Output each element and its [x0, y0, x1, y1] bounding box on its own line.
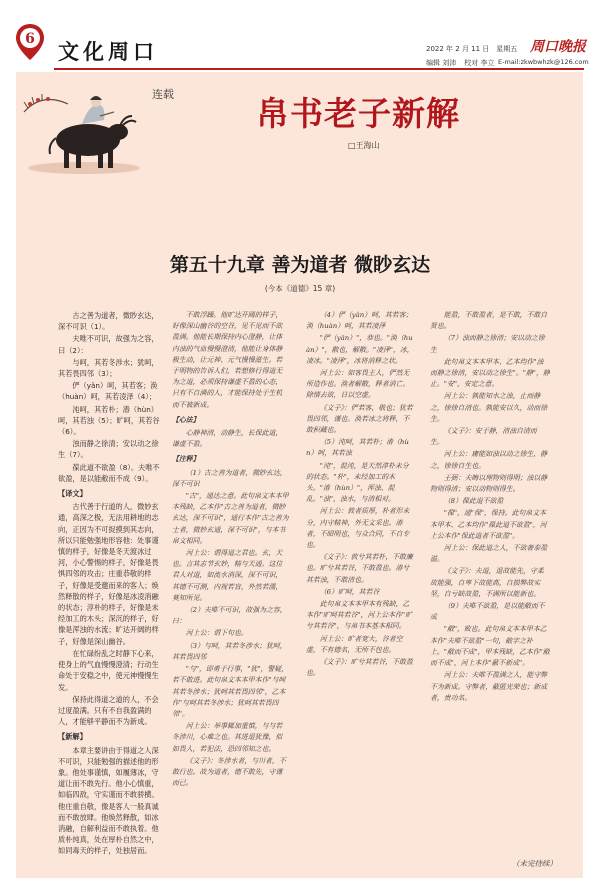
paragraph: 河上公：谓下句也。 — [185, 629, 248, 638]
paragraph: "敝"，败也。此句帛文本本甲本乙本作"夫唯不欲盈"一句，敝字之补上。"敝而不成"，甲本残缺，乙本作"敝而不成"，河上本作"蔽不新成"。 — [430, 625, 550, 668]
paragraph: 《文子》：旷兮其若谷，不敢盈也。 — [306, 658, 413, 678]
issue-date: 2022 年 2 月 11 日 星期五 — [426, 45, 518, 53]
paragraph: 葆此道不欲盈（8）。夫唯不欲盈，是以能敝而不成（9）。 — [58, 462, 160, 483]
page-number: 6 — [25, 31, 35, 47]
section-heading: 【译文】 — [58, 489, 87, 499]
chapter-title: 第五十九章 善为道者 微眇玄达 — [169, 254, 431, 276]
paragraph: （9）夫唯不欲盈，是以能敝而不成 — [430, 602, 545, 622]
paragraph: 河上公：谓得道之君也。玄，天也。言其志节玄妙，精与天通。这位君人对道，如流水消深，深不可识，其德不可测，内视若盲，外然若濡，莫知所见。 — [172, 549, 283, 602]
paragraph: 与呵，其若冬涉水；犹呵，其若畏四邻（3）； — [58, 357, 159, 379]
feature-title: 帛书老子新解 — [256, 94, 460, 133]
proofreader-credit: 校对 李立 — [464, 59, 495, 67]
editor-credit: 编辑 刘沛 — [426, 59, 457, 67]
paragraph: 古之善为道者，微眇玄达，深不可识（1）。 — [58, 311, 159, 332]
paragraph: "俨（yǎn）"，恭也。"涣（huàn）"，散也，解散。"凌泽"，冰，凌冰。"凌泽"，冰将消释之状。 — [306, 334, 414, 365]
paragraph: 河上公：孰能知水之浊，止而静之，徐徐自清也。孰能安以久，动而徐生。 — [430, 392, 548, 423]
to-be-continued: （未完待续） — [512, 859, 557, 868]
text-column-4 — [430, 310, 550, 870]
contact-email: E-mail:zkwbwhzk@126.com — [498, 58, 589, 66]
column-tag: 连载 — [152, 88, 174, 101]
paragraph: 《文子》：夫道，退故能先，守柔故能强，自卑下故能高，自损弊故实坚，自亏缺故盈，不满所以能新也。 — [430, 567, 544, 598]
text-column-2 — [172, 310, 289, 870]
paragraph: （3）与呵，其若冬涉水；犹呵，其若畏四邻 — [172, 641, 287, 661]
paragraph: 沌呵，其若朴；湷（hùn）呵，其若浊（5）；旷呵，其若谷（6）。 — [58, 404, 160, 437]
page-number-badge — [14, 22, 46, 62]
paragraph: （4）俨（yǎn）呵，其若客；涣（huàn）呵，其若凌泽 — [306, 311, 413, 331]
section-heading: 【心法】 — [172, 415, 200, 424]
section-heading: 【新解】 — [58, 732, 87, 742]
text-column-1 — [58, 310, 161, 870]
paragraph: 心静神清，动静生，长保此道，谦虚不盈。 — [172, 429, 283, 449]
paragraph: 浊而静之徐清；安以动之徐生（7）。 — [58, 439, 159, 460]
paragraph: 河上公：保此道之人，不欲奢泰盈溢。 — [430, 544, 548, 564]
paragraph: 河上公：夫唯不盈满之人，能守弊不为新成。守弊者，蔽匿光荣也；新成者，贵功名。 — [430, 671, 548, 702]
section-heading: 【注释】 — [172, 455, 200, 464]
paragraph: "与"，即勇于行事，"犹"，警疑，若不敢进。此句帛文本本甲本作"与呵其若冬涉水；犹呵其若畏四邻"，乙本作"与呵其若冬涉水；犹呵其若畏四邻"。 — [172, 665, 289, 718]
paragraph: （2）夫唯不可识，故强为之容，曰： — [172, 606, 287, 626]
paragraph: （1）古之善为道者，微眇玄达，深不可识 — [172, 468, 287, 488]
paragraph: 河上公：敦者质厚，朴者形未分，内守精神，外无文采也。湷者，不昭明也，与众合同，不自专也。 — [306, 507, 410, 550]
brand-logo: 周口晚报 — [530, 39, 586, 55]
paragraph: 《文子》：安于静，清浊自清而生。 — [430, 427, 537, 447]
section-title: 文化周口 — [58, 39, 158, 64]
paragraph: 河上公：庸能如浊以动之徐生，静之，徐徐自生也。 — [430, 450, 548, 470]
paragraph: 此句帛文本本甲本有残缺，乙本作"旷呵其若谷"，河上公本作"旷兮其若谷"，与帛书本基本相同。 — [306, 600, 412, 631]
paragraph: 《文子》：俨若客，敬也；犹若畏四邻，谨也。涣若冰之将释，不敢积藏也。 — [306, 403, 413, 435]
paragraph: （7）浊而静之徐清；安以动之徐生 — [430, 334, 545, 354]
paragraph: 在忙碌纷乱之时静下心来，使身上的气血慢慢澄清；行动生命处于安稳之中，使元神慢慢生发。 — [58, 648, 159, 692]
paragraph: 古代善于行道的人，微妙玄通，高深之极，无法用耕地的志向，正因为不可捉摸到其志向，所以只能勉强地形容他：处事谨慎的样子，好像是冬天渡冰过河，小心警惕的样子，好像是畏惧四邻的攻击；庄重恭敬的样子，好像是受邀而来的客人；焕然释散的样子，好像是冰凌消融的状态；淳朴的样子，好像是未经加工的木头；深沉的样子，好像是浑浊的水流；旷达开阔的样子，好像是深山幽谷。 — [58, 502, 159, 646]
byline: □王海山 — [348, 141, 380, 150]
paragraph: 《文子》：冬涉水者，与川者，不敢行也。故为道者，德不敢先，守谨而已。 — [172, 756, 286, 788]
chapter-note: (今本《道德》15 章) — [264, 284, 336, 293]
paragraph: 能盈，不敢盈者，是不敢，不敢自贤也。 — [430, 311, 548, 331]
paragraph: 河上公：旷者宽大，谷者空虚，不有德名，无所不包也。 — [306, 634, 403, 654]
paragraph: （5）沌呵，其若朴；湷（hùn）呵，其若浊 — [306, 438, 409, 458]
paragraph: 河上公：举事辄加重慎，与与若冬涉川，心难之也。其进退犹豫，似如畏人，若犯法，恐四邻知之也。 — [172, 722, 283, 753]
paragraph: 本章主要讲由于得道之人深不可识，只能勉强的描述他的形象。他处事谨慎，如履薄冰，守道让而不敢先行。他小心慎重，如临四敌，守实谨而不敢骄横。他庄重自敬，像是客人一般真诚而不敢放肆。他焕然释散，如冰消融，自解利益而不敢执着。他质朴纯真，处在厚朴自然之中，如同毒天的样子，处独居而。 — [58, 745, 159, 856]
paragraph: "沌"，混沌，是天然淳朴未分的状态。"朴"，未经加工的木头。"湷（hùn）"，浑浊、混乱。"浊"，浊水，与清相对。 — [306, 461, 409, 504]
masthead — [0, 0, 600, 67]
header-rule — [54, 68, 584, 70]
text-column-3 — [306, 310, 415, 870]
paragraph: 俨（yǎn）呵，其若客；涣（huàn）呵，其若凌泽（4）； — [58, 381, 158, 402]
paragraph: 保持此得道之道的人，不会过度盈满。只有不自我盈满的人，才能够平静而不为新成。 — [58, 694, 159, 727]
paragraph: "葆"，通"保"，保持。此句帛文本本甲本、乙本均作"葆此道不欲盈"，河上公本作"保此道者不欲盈"。 — [430, 509, 547, 540]
paragraph: （6）旷呵，其若谷 — [319, 587, 380, 596]
paragraph: 此句帛文本本甲本、乙本均作"浊而静之徐清，安以动之徐生"。"静"，静止。"安"，安定之意。 — [430, 357, 550, 389]
ox-rider-illustration — [22, 82, 146, 178]
credits — [426, 58, 502, 68]
paragraph: "古"，通达之意。此句帛文本本甲本残缺，乙本作"古之善为道者，微眇玄达，深不可识"，通行本作"古之善为士者，微妙玄通，深不可识"，与本书帛文相同。 — [172, 492, 289, 545]
paragraph: 不敢浮躁。他旷达开阔的样子，好像深山幽谷的空谷，见不见而不欲盈满。他能长期保持内心澄静，让体内浊的气血慢慢澄清，他能让身体静极生动，让元神、元气慢慢滋生。若于明物的告诉人们，若想修行得道无为之道，必须保持谦虚不盈的心态，只有不自满的人，才能保持处于生机而不被新成。 — [172, 311, 283, 409]
paragraph: （8）葆此道不欲盈 — [443, 497, 504, 506]
paragraph: 夫唯不可识，故强为之容，曰（2）： — [58, 334, 159, 355]
paragraph: 王弼：夫晦以理物则得明；浊以静物则得清；安以动物则得生。 — [430, 473, 548, 494]
paragraph: 《文子》：敦兮其若朴，不敢廉也。旷兮其若谷，不敢盈也。湷兮其若浊，不敢清也。 — [306, 553, 413, 584]
paragraph: 河上公：如客畏主人，俨然无所造作也。涣者解散，释者消亡。除情去欲，日以空虚。 — [306, 369, 410, 400]
